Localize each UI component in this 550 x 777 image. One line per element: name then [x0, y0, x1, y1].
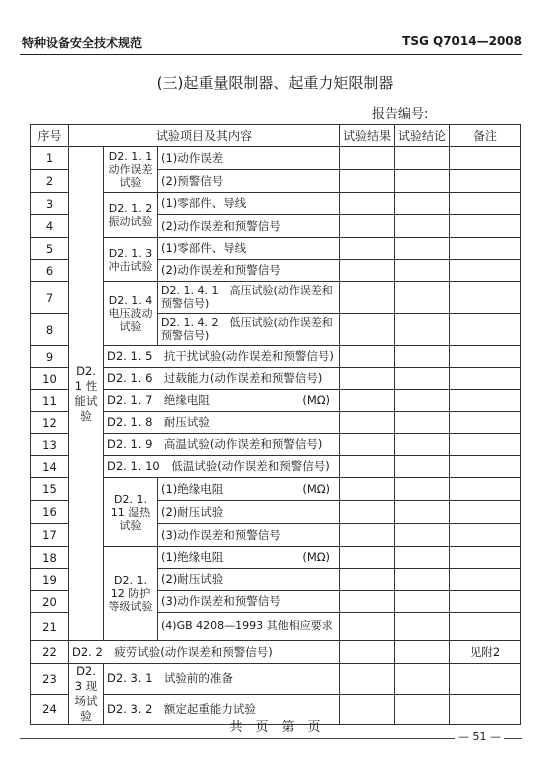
item-cell: D2. 1. 9 高温试验(动作误差和预警信号) — [104, 434, 340, 456]
page-number: — 51 — — [455, 730, 504, 743]
item-cell: (4)GB 4208—1993 其他相应要求 — [158, 613, 340, 641]
result-cell — [340, 412, 395, 434]
table-header-row — [31, 125, 521, 147]
header-remark: 备注 — [450, 125, 521, 147]
item-label: D2. 1. 7 绝缘电阻 — [107, 393, 210, 407]
footer-rule — [20, 738, 522, 739]
result-cell — [340, 390, 395, 412]
remark-cell — [450, 613, 521, 641]
result-cell — [340, 434, 395, 456]
item-label: (1)绝缘电阻 — [161, 481, 224, 496]
sub-d212: D2. 1. 2 振动试验 — [104, 193, 158, 238]
header-left: 特种设备安全技术规范 — [22, 36, 143, 50]
conclusion-cell — [395, 524, 450, 547]
result-cell — [340, 193, 395, 215]
item-cell: D2. 1. 5 抗干扰试验(动作误差和预警信号) — [104, 346, 340, 368]
item-cell — [104, 390, 340, 412]
seq-cell: 5 — [31, 238, 69, 260]
sub-d211: D2. 1. 1 动作误差试验 — [104, 147, 158, 193]
result-cell — [340, 346, 395, 368]
table-row — [31, 456, 521, 478]
remark-cell — [450, 193, 521, 215]
item-cell: D2. 2 疲劳试验(动作误差和预警信号) — [69, 641, 340, 664]
remark-cell — [450, 314, 521, 346]
report-number-label: 报告编号: — [372, 107, 429, 122]
table-row — [31, 412, 521, 434]
conclusion-cell — [395, 147, 450, 170]
result-cell — [340, 368, 395, 390]
test-table — [30, 124, 521, 725]
item-cell — [158, 478, 340, 501]
item-cell — [158, 547, 340, 569]
table-row — [31, 390, 521, 412]
page-title: (三)起重量限制器、起重力矩限制器 — [156, 74, 394, 92]
seq-cell: 8 — [31, 314, 69, 346]
item-cell: D2. 1. 6 过载能力(动作误差和预警信号) — [104, 368, 340, 390]
conclusion-cell — [395, 613, 450, 641]
seq-cell: 14 — [31, 456, 69, 478]
conclusion-cell — [395, 390, 450, 412]
table-row — [31, 434, 521, 456]
conclusion-cell — [395, 501, 450, 524]
remark-cell — [450, 524, 521, 547]
remark-cell — [450, 238, 521, 260]
result-cell — [340, 547, 395, 569]
item-cell: D2. 3. 2 额定起重能力试验 — [104, 694, 340, 725]
seq-cell: 23 — [31, 664, 69, 695]
result-cell — [340, 613, 395, 641]
result-cell — [340, 238, 395, 260]
unit-label: (MΩ) — [302, 550, 331, 564]
result-cell — [340, 569, 395, 591]
item-cell: (2)耐压试验 — [158, 569, 340, 591]
result-cell — [340, 456, 395, 478]
result-cell — [340, 591, 395, 613]
conclusion-cell — [395, 215, 450, 238]
result-cell — [340, 664, 395, 695]
header-right: TSG Q7014—2008 — [402, 34, 522, 48]
item-label: (1)绝缘电阻 — [161, 550, 224, 564]
table-row — [31, 664, 521, 695]
remark-cell — [450, 170, 521, 193]
seq-cell: 15 — [31, 478, 69, 501]
conclusion-cell — [395, 591, 450, 613]
header-conclusion: 试验结论 — [395, 125, 450, 147]
item-cell: (1)零部件、导线 — [158, 238, 340, 260]
table-row — [31, 147, 521, 170]
seq-cell: 13 — [31, 434, 69, 456]
item-cell: D2. 1. 4. 2 低压试验(动作误差和预警信号) — [158, 314, 340, 346]
remark-cell — [450, 147, 521, 170]
seq-cell: 19 — [31, 569, 69, 591]
remark-cell — [450, 390, 521, 412]
result-cell — [340, 170, 395, 193]
remark-cell — [450, 547, 521, 569]
table-row — [31, 368, 521, 390]
item-cell: (2)动作误差和预警信号 — [158, 215, 340, 238]
seq-cell: 12 — [31, 412, 69, 434]
remark-cell — [450, 569, 521, 591]
item-cell: (2)预警信号 — [158, 170, 340, 193]
seq-cell: 21 — [31, 613, 69, 641]
seq-cell: 16 — [31, 501, 69, 524]
header-item: 试验项目及其内容 — [69, 125, 340, 147]
result-cell — [340, 478, 395, 501]
seq-cell: 4 — [31, 215, 69, 238]
conclusion-cell — [395, 170, 450, 193]
item-cell: (3)动作误差和预警信号 — [158, 591, 340, 613]
conclusion-cell — [395, 456, 450, 478]
remark-cell — [450, 664, 521, 695]
result-cell — [340, 524, 395, 547]
seq-cell: 11 — [31, 390, 69, 412]
table-row — [31, 193, 521, 215]
seq-cell: 7 — [31, 282, 69, 314]
seq-cell: 10 — [31, 368, 69, 390]
conclusion-cell — [395, 569, 450, 591]
remark-cell — [450, 260, 521, 282]
item-cell: (1)零部件、导线 — [158, 193, 340, 215]
conclusion-cell — [395, 547, 450, 569]
remark-cell — [450, 215, 521, 238]
item-cell: D2. 1. 4. 1 高压试验(动作误差和预警信号) — [158, 282, 340, 314]
conclusion-cell — [395, 434, 450, 456]
item-cell: D2. 3. 1 试验前的准备 — [104, 664, 340, 695]
conclusion-cell — [395, 664, 450, 695]
item-cell: (2)动作误差和预警信号 — [158, 260, 340, 282]
item-cell: (2)耐压试验 — [158, 501, 340, 524]
item-cell: (3)动作误差和预警信号 — [158, 524, 340, 547]
unit-label: (MΩ) — [302, 481, 331, 496]
table-row — [31, 641, 521, 664]
result-cell — [340, 282, 395, 314]
sub-d214: D2. 1. 4 电压波动试验 — [104, 282, 158, 346]
seq-cell: 20 — [31, 591, 69, 613]
conclusion-cell — [395, 478, 450, 501]
seq-cell: 2 — [31, 170, 69, 193]
result-cell — [340, 501, 395, 524]
result-cell — [340, 260, 395, 282]
conclusion-cell — [395, 346, 450, 368]
seq-cell: 18 — [31, 547, 69, 569]
page-header — [22, 34, 522, 50]
seq-cell: 3 — [31, 193, 69, 215]
seq-cell: 17 — [31, 524, 69, 547]
remark-cell — [450, 368, 521, 390]
item-cell: D2. 1. 10 低温试验(动作误差和预警信号) — [104, 456, 340, 478]
page-footer: 共 页 第 页 — [229, 720, 321, 735]
table-row — [31, 547, 521, 569]
header-result: 试验结果 — [340, 125, 395, 147]
conclusion-cell — [395, 314, 450, 346]
conclusion-cell — [395, 368, 450, 390]
conclusion-cell — [395, 412, 450, 434]
conclusion-cell — [395, 641, 450, 664]
table-row — [31, 282, 521, 314]
header-seq: 序号 — [31, 125, 69, 147]
unit-label: (MΩ) — [302, 393, 331, 407]
item-cell: D2. 1. 8 耐压试验 — [104, 412, 340, 434]
sub-d2111: D2. 1. 11 湿热试验 — [104, 478, 158, 547]
remark-cell — [450, 501, 521, 524]
header-rule — [20, 54, 522, 55]
table-row — [31, 346, 521, 368]
result-cell — [340, 641, 395, 664]
conclusion-cell — [395, 238, 450, 260]
item-cell: (1)动作误差 — [158, 147, 340, 170]
table-row — [31, 238, 521, 260]
conclusion-cell — [395, 282, 450, 314]
conclusion-cell — [395, 260, 450, 282]
seq-cell: 1 — [31, 147, 69, 170]
group-d23: D2. 3 现场试验 — [69, 664, 104, 725]
table-row — [31, 478, 521, 501]
remark-cell — [450, 346, 521, 368]
result-cell — [340, 215, 395, 238]
remark-cell — [450, 282, 521, 314]
result-cell — [340, 314, 395, 346]
result-cell — [340, 147, 395, 170]
remark-cell — [450, 412, 521, 434]
seq-cell: 22 — [31, 641, 69, 664]
seq-cell: 9 — [31, 346, 69, 368]
remark-cell — [450, 478, 521, 501]
remark-cell — [450, 434, 521, 456]
seq-cell: 6 — [31, 260, 69, 282]
remark-cell: 见附2 — [450, 641, 521, 664]
conclusion-cell — [395, 193, 450, 215]
sub-d213: D2. 1. 3 冲击试验 — [104, 238, 158, 282]
sub-d2112: D2. 1. 12 防护等级试验 — [104, 547, 158, 641]
seq-cell: 24 — [31, 694, 69, 725]
group-d21: D2. 1 性能试验 — [69, 147, 104, 641]
remark-cell — [450, 456, 521, 478]
remark-cell — [450, 591, 521, 613]
